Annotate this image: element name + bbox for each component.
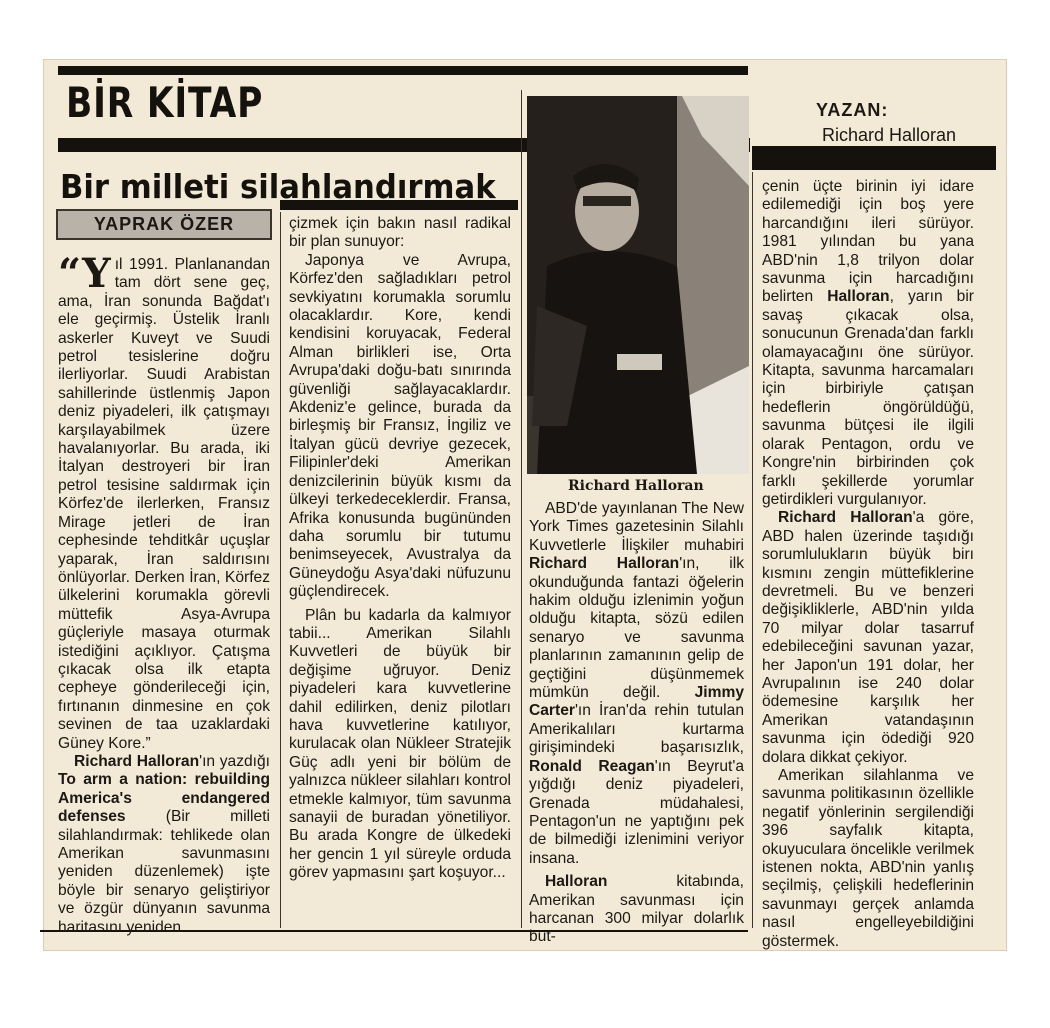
drop-cap: “Y: [58, 250, 111, 297]
article-column-4: çenin üçte birinin iyi idare edilemediği için boş yere harcandığını ileri sürüyor. 1981 yılından bu yana ABD'nin 1,8 trilyon dolar savunma için harcadığını belirten Halloran, yarın bir savaş çıkacak olsa, sonucunun Grenada'dan farklı olamayacağını öne sürüyor. Kitapta, savunma harcamaları için birbiriyle çatışan hedeflerin öngörüldüğü, savunma bütçesi ile ilgili olarak Pentagon, ordu ve Kongre'nin birbirinden çok farklı şekillerde yorumlar getirdikleri vurgulanıyor. Richard Halloran'a göre, ABD halen üzerinde taşıdığı sorumlulukların büyük birı kısmını zengin müttefiklerine devretmeli. Bu ve benzeri değişikliklerle, ABD'nin yılda 70 milyar dolar tasarruf edebileceğini savunan yazar, her Japon'un 191 dolar, her Avrupalının ise 240 dolar ödemesine karşılık her Amerikan vatandaşının savunma için ödediği 920 dolara dikkat çekiyor. Amerikan silahlanma ve savunma politikasının özellikle negatif yönlerinin sergilendiği 396 sayfalık kitapta, okuyuculara öncelikle verilmek istenen nokta, ABD'nin yanlış seçilmiş, çelişkili hedeflerinin savunmayı gerçek anlamda nasıl engelleyebildiğini göstermek.: [762, 178, 974, 950]
paragraph: Plân bu kadarla da kalmıyor tabii... Amerikan Silahlı Kuvvetleri de büyük bir değişime uğruyor. Deniz piyadeleri kara kuvvetlerine dahil edilirken, deniz pilotları hava kuvvetlerine katılıyor, kurulacak olan Nükleer Stratejik Güç adlı yeni bir bölüm de yalnızca nükleer silahları kontrol etmekle kalmıyor, tüm savunma sanayii de buradan yönetiliyor. Bu arada Kongre de ülkedeki her gencin 1 yıl süreyle orduda görev yapmasını şart koşuyor...: [289, 606, 511, 882]
author-rule: [752, 146, 996, 170]
paragraph: çizmek için bakın nasıl radikal bir plan sunuyor:: [289, 215, 511, 251]
book-title: To arm a nation: rebuilding America's endangered defenses: [58, 771, 270, 826]
article-column-3: ABD'de yayınlanan The New York Times gazetesinin Silahlı Kuvvetlerle İlişkiler muhabiri Richard Halloran'ın, ilk okunduğunda fantazi öğelerin hakim olduğu izlenimin yoğun olduğu kitapta, sözü edilen senaryo ve savunma planlarının zamanının gelip de geçtiğini düşünmemek mümkün değil. Jimmy Carter'ın İran'da rehin tutulan Amerikalıları kurtarma girişimindeki başarısızlık, Ronald Reagan'ın Beyrut'a yığdığı deniz piyadeleri, Grenada müdahalesi, Pentagon'un ne yaptığını pek de bilmediği izlenimini veriyor insana. Halloran kitabında, Amerikan savunması için harcanan 300 milyar dolarlık büt-: [529, 500, 744, 946]
byline-box: [56, 209, 272, 240]
headline: Bir milleti silahlandırmak: [60, 167, 496, 206]
article-column-1: “Y ıl 1991. Planlanandan tam dört sene geç, ama, İran sonunda Bağdat'ı ele geçirmiş. Üstelik İranlı askerler Kuveyt ve Suudi petrol tesislerine doğru ilerliyorlar. Suudi Arabistan sahillerinde üstlenmiş Japon deniz piyadeleri, ilk çatışmayı karşılayabilmek üzere havalanıyorlar. Bu arada, iki İtalyan destroyeri bir İran petrol tesisine saldırmak için Körfez'de ilerlerken, Fransız Mirage jetleri de İran cephesinde tehditkâr uçuşlar yaparak, İran saldırısını önlüyorlar. Derken İran, Körfez ülkelerini korumakla görevli müttefik Asya-Avrupa güçleriyle masaya oturmak istediğini açıklıyor. Çatışma çıkacak olsa ilk etapta cepheye gönderileceği için, fırtınanın dinmesine en çok sevinen de taa uzaklardaki Güney Kore.” Richard Halloran'ın yazdığı To arm a nation: rebuilding America's endangered defenses (Bir milleti silahlandırmak: tehlikede olan Amerikan savunmasını yeniden düzenlemek) işte böyle bir senaryo geliştiriyor ve özgür dünyanın savunma haritasını yeniden: [58, 250, 270, 936]
column-rule: [752, 172, 753, 928]
portrait-image: [527, 96, 749, 474]
column-rule: [521, 90, 522, 928]
article-column-2: [289, 215, 511, 883]
paragraph: Amerikan silahlanma ve savunma politikasının özellikle negatif yönlerinin sergilendiği 396 sayfalık kitapta, okuyuculara öncelikle verilmek istenen nokta, ABD'nin yanlış seçilmiş, çelişkili hedeflerinin savunmayı gerçek anlamda nasıl engelleyebildiğini göstermek.: [762, 767, 974, 950]
paragraph: ıl 1991. Planlanandan tam dört sene geç, ama, İran sonunda Bağdat'ı ele geçirmiş. Üstelik İranlı askerler Kuveyt ve Suudi petrol tesislerine doğru ilerliyorlar. Suudi Arabistan sahillerinde üstlenmiş Japon deniz piyadeleri, ilk çatışmayı karşılayabilmek üzere havalanıyorlar. Bu arada, iki İtalyan destroyeri bir İran petrol tesisine saldırmak için Körfez'de ilerlerken, Fransız Mirage jetleri de İran cephesinde tehditkâr uçuşlar yaparak, İran saldırısını önlüyorlar. Derken İran, Körfez ülkelerini korumakla görevli müttefik Asya-Avrupa güçleriyle masaya oturmak istediğini açıklıyor. Çatışma çıkacak olsa ilk etapta cepheye gönderileceği için, fırtınanın dinmesine en çok sevinen de taa uzaklardaki Güney Kore.”: [58, 256, 270, 752]
photo-caption: Richard Halloran: [568, 478, 704, 494]
author-photo: [527, 96, 749, 474]
author-name: Richard Halloran: [822, 125, 957, 145]
author-label: YAZAN:: [816, 100, 889, 120]
paragraph: Japonya ve Avrupa, Körfez'den sağladıkları petrol sevkiyatını korumakla sorumlu olacaklardır. Kore, kendi kendisini koruyacak, Federal Alman birlikleri ise, Orta Avrupa'daki doğu-batı sınırında güvenliği sağlayacaklardır. Akdeniz'e gelince, burada da birleşmiş bir Fransız, İngiliz ve İtalyan gücü devriye gezecek, Filipinler'deki Amerikan denizcilerinin büyük kısmı da ülkeyi terkedeceklerdir. Fransa, Afrika konusunda bugününden daha sorumlu bir tutumu benimseyecek, Avustralya da Güneydoğu Asya'daki nüfuzunu güçlendirecek.: [289, 251, 511, 601]
top-rule: [58, 66, 748, 75]
byline: YAPRAK ÖZER: [93, 214, 235, 234]
column-rule: [280, 212, 281, 928]
section-kicker: BİR KİTAP: [66, 78, 264, 127]
author-name-inline: Richard Halloran: [74, 752, 200, 770]
